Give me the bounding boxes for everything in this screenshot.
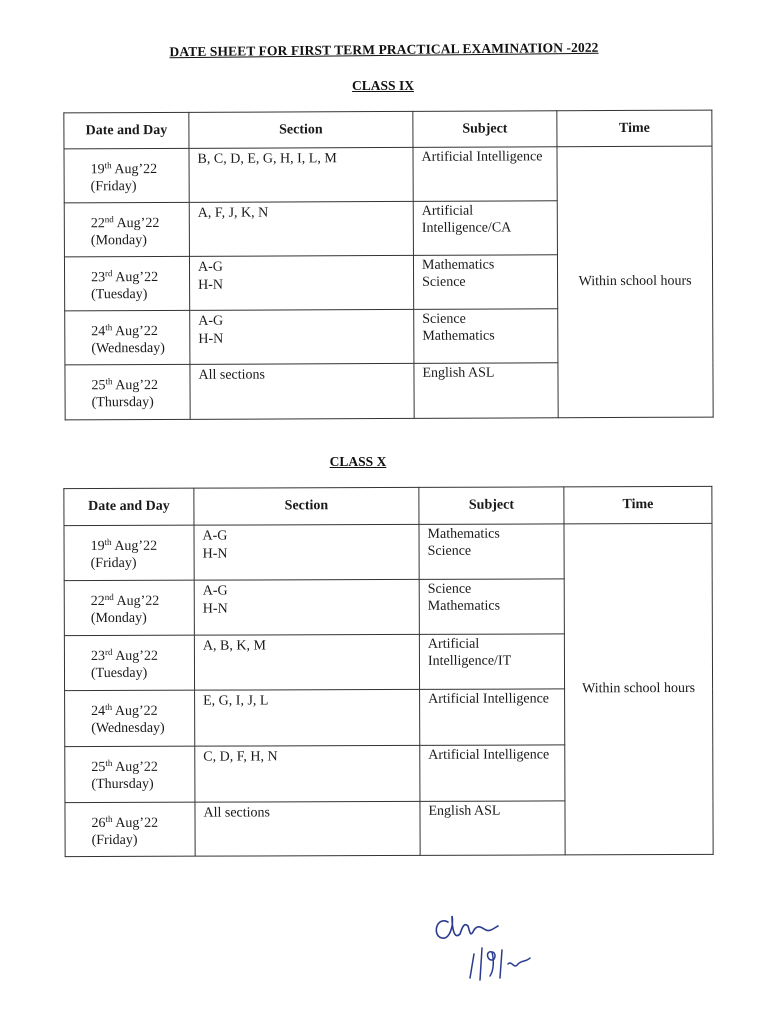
class-ix-table [63,110,713,421]
date-month: Aug’22 [114,538,158,554]
subject-line: Mathematics [421,257,495,273]
class-ix-title: CLASS IX [352,78,414,93]
date-suffix: nd [104,214,114,225]
section-line: H-N [202,546,228,562]
date-month: Aug’22 [114,162,158,178]
table-header-row [64,486,712,525]
date-cell [65,364,190,420]
section-line: H-N [202,601,228,617]
date-month: Aug’22 [115,815,159,831]
subject-line: Artificial [427,636,480,652]
class-x-table [63,486,713,857]
date-month: Aug’22 [115,270,159,286]
time-cell [557,146,713,418]
subject-cell [420,745,565,802]
date-cell [64,635,194,690]
date-cell [64,580,194,635]
subject-cell [419,579,564,635]
date-month: Aug’22 [115,378,159,394]
date-day-number: 19 [90,538,105,555]
section-cell [189,201,413,256]
header-date-and-day: Date and Day [64,112,189,149]
subject-cell [420,801,565,856]
section-line: B, C, D, E, G, H, I, L, M [197,151,337,167]
date-cell [64,256,189,311]
subject-line: English ASL [428,803,501,819]
table-header-row [64,110,712,149]
subject-cell [419,524,564,580]
date-suffix: th [105,813,113,824]
date-month: Aug’22 [115,759,158,775]
date-day-number: 24 [91,324,106,340]
subject-line: Science [422,274,466,290]
date-suffix: rd [104,646,113,657]
date-suffix: th [104,160,112,171]
header-date-and-day: Date and Day [64,488,194,525]
subject-cell [420,689,565,746]
handwritten-signature [430,900,550,990]
date-day-number: 26 [91,815,106,832]
weekday: (Wednesday) [91,340,165,357]
header-subject: Subject [419,487,564,525]
date-cell [65,802,195,856]
subject-line: Artificial [421,203,474,219]
date-month: Aug’22 [115,324,158,340]
date-day-number: 25 [91,759,106,776]
date-cell [65,746,195,802]
section-line: H-N [198,277,224,293]
date-suffix: th [105,322,113,333]
subject-cell [413,255,557,310]
section-line: H-N [198,331,224,347]
weekday: (Friday) [91,832,138,849]
weekday: (Friday) [90,179,137,195]
subject-line: Intelligence/IT [427,653,512,669]
section-cell [194,579,419,635]
section-cell [190,363,414,419]
subject-line: Science [422,311,466,327]
time-note: Within school hours [582,680,696,697]
time-cell [564,523,713,855]
date-day-number: 25 [91,378,106,394]
section-cell [190,309,414,364]
subject-line: Artificial Intelligence [421,149,543,165]
section-line: C, D, F, H, N [203,749,278,765]
date-month: Aug’22 [114,703,158,719]
section-line: A-G [198,313,224,329]
section-cell [195,745,420,802]
subject-line: Science [427,543,472,559]
section-cell [194,634,419,690]
date-day-number: 19 [90,162,105,178]
subject-line: English ASL [422,365,495,381]
subject-cell [414,363,558,419]
subject-line: Science [427,581,472,597]
time-note: Within school hours [578,273,692,290]
subject-cell [413,147,557,202]
section-line: All sections [203,805,271,821]
date-suffix: th [105,701,113,712]
date-month: Aug’22 [116,215,160,232]
header-subject: Subject [413,111,557,148]
header-section: Section [189,111,413,148]
section-line: A-G [202,583,228,599]
header-time: Time [557,110,712,147]
subject-cell [419,634,564,690]
weekday: (Friday) [90,555,137,572]
section-line: A, F, J, K, N [197,205,269,221]
subject-line: Artificial Intelligence [428,747,550,763]
date-day-number: 23 [90,648,105,665]
subject-line: Artificial Intelligence [428,691,550,707]
date-suffix: th [104,536,112,547]
weekday: (Thursday) [91,395,154,411]
weekday: (Tuesday) [91,287,148,303]
weekday: (Thursday) [91,776,154,793]
date-cell [64,148,189,203]
table-row [64,146,712,203]
table-row [64,523,712,580]
date-cell [65,310,190,365]
section-cell [195,801,420,856]
section-line: A-G [197,259,223,275]
class-x-title: CLASS X [329,454,387,469]
subject-line: Mathematics [422,328,495,344]
date-month: Aug’22 [116,593,160,609]
date-cell [64,525,194,580]
weekday: (Wednesday) [91,720,165,737]
subject-cell [413,201,557,256]
subject-line: Intelligence/CA [421,220,512,236]
date-cell [65,690,195,746]
date-day-number: 22 [90,216,105,232]
date-suffix: th [105,376,113,387]
section-line: A-G [202,528,228,544]
subject-cell [414,309,558,364]
date-suffix: rd [105,268,113,279]
page-title: DATE SHEET FOR FIRST TERM PRACTICAL EXAMINATION -2022 [169,39,599,60]
section-cell [194,524,419,580]
section-cell [189,147,413,202]
section-line: A, B, K, M [202,638,266,654]
date-suffix: nd [104,591,114,602]
weekday: (Monday) [90,610,147,627]
date-day-number: 22 [90,593,105,610]
date-day-number: 24 [91,703,106,720]
subject-line: Mathematics [427,526,500,542]
date-month: Aug’22 [115,648,158,664]
date-suffix: th [105,757,113,768]
section-cell [189,255,413,310]
weekday: (Monday) [90,233,147,249]
section-line: All sections [198,367,266,383]
header-section: Section [194,487,419,525]
date-cell [64,202,189,257]
header-time: Time [564,486,712,524]
date-day-number: 23 [91,270,106,286]
weekday: (Tuesday) [90,665,148,682]
section-line: E, G, I, J, L [203,693,269,709]
subject-line: Mathematics [427,598,501,614]
section-cell [195,689,420,746]
